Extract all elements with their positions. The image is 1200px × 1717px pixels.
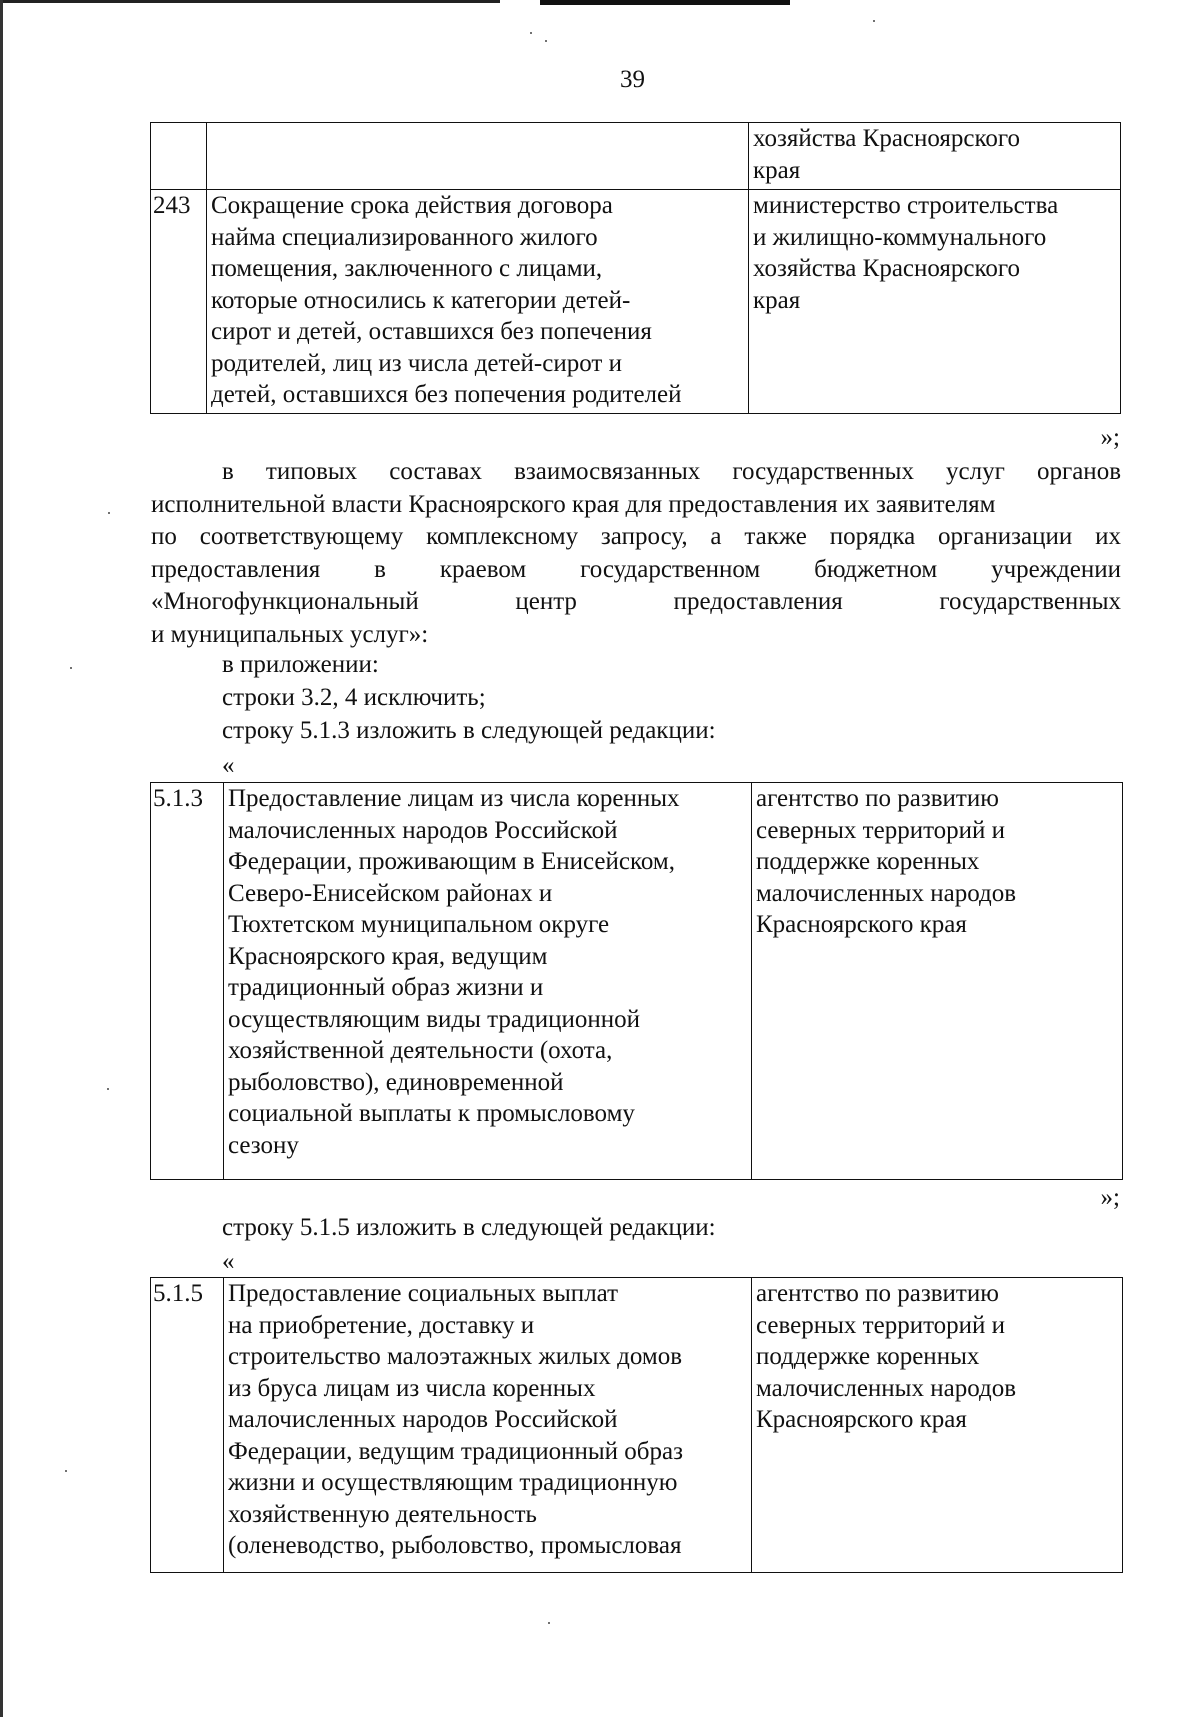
scan-speck xyxy=(548,1622,550,1624)
amendment-paragraph xyxy=(151,456,1121,651)
cell-text-line: Северо-Енисейском районах и xyxy=(228,879,553,907)
scan-artifact-top-right xyxy=(540,0,790,5)
page-number: 39 xyxy=(620,66,645,93)
paragraph-line: по соответствующему комплексному запросу, а также порядка организации их xyxy=(151,523,1121,550)
service-cell xyxy=(224,1278,752,1573)
cell-text-line: традиционный образ жизни и xyxy=(228,974,544,1001)
service-cell xyxy=(207,123,749,190)
row-number-cell: 5.1.5 xyxy=(151,1278,224,1573)
cell-text-line: Тюхтетском муниципальном округе xyxy=(228,911,610,938)
cell-text-line: малочисленных народов xyxy=(756,879,1016,907)
cell-text-line: Федерации, ведущим традиционный образ xyxy=(228,1437,683,1465)
paragraph-line: в типовых составах взаимосвязанных государственных услуг органов xyxy=(222,458,1121,485)
closing-quote: »; xyxy=(1100,424,1120,451)
cell-text-line: сезону xyxy=(228,1131,299,1159)
row-number-cell xyxy=(151,123,207,190)
scan-speck xyxy=(873,20,875,22)
instruction-edit-515: строку 5.1.5 изложить в следующей редакции: xyxy=(222,1214,716,1241)
authority-cell xyxy=(752,783,1123,1180)
cell-text-line: Предоставление социальных выплат xyxy=(228,1280,619,1307)
cell-text-line: родителей, лиц из числа детей-сирот и xyxy=(211,349,622,377)
service-cell xyxy=(207,190,749,414)
cell-text-line: (оленеводство, рыболовство, промысловая xyxy=(228,1532,682,1559)
table-row xyxy=(151,783,1123,1180)
cell-text-line: поддержке коренных xyxy=(756,848,980,875)
cell-text-line: северных территорий и xyxy=(756,1311,1006,1339)
cell-text-line: и жилищно-коммунального xyxy=(753,223,1047,251)
paragraph-line: исполнительной власти Красноярского края для предоставления их заявителям xyxy=(151,490,996,518)
opening-quote: « xyxy=(222,1248,235,1275)
row-number-cell: 5.1.3 xyxy=(151,783,224,1180)
cell-text-line: рыболовство), единовременной xyxy=(228,1068,564,1096)
scan-speck xyxy=(530,32,532,34)
cell-text-line: хозяйства Красноярского xyxy=(753,255,1021,282)
instruction-edit-513: строку 5.1.3 изложить в следующей редакции: xyxy=(222,717,716,744)
service-cell xyxy=(224,783,752,1180)
cell-text-line: жизни и осуществляющим традиционную xyxy=(228,1469,678,1496)
cell-text-line: малочисленных народов xyxy=(756,1374,1016,1402)
cell-text-line: сирот и детей, оставшихся без попечения xyxy=(211,318,652,345)
instruction-appendix: в приложении: xyxy=(222,651,379,678)
paragraph-line: предоставления в краевом государственном бюджетном учреждении xyxy=(151,555,1121,583)
scan-speck xyxy=(545,40,547,42)
cell-text-line: на приобретение, доставку и xyxy=(228,1311,535,1339)
cell-text-line: из бруса лицам из числа коренных xyxy=(228,1374,596,1402)
cell-text-line: малочисленных народов Российской xyxy=(228,1406,618,1433)
paragraph-line: и муниципальных услуг»: xyxy=(151,620,429,648)
cell-text-line: детей, оставшихся без попечения родителей xyxy=(211,381,682,408)
cell-text-line: Предоставление лицам из числа коренных xyxy=(228,785,680,812)
scan-speck xyxy=(108,512,110,514)
cell-text-line: социальной выплаты к промысловому xyxy=(228,1100,635,1127)
cell-text-line: хозяйства Красноярского xyxy=(753,125,1021,152)
authority-cell xyxy=(749,190,1121,414)
cell-text-line: Красноярского края, ведущим xyxy=(228,942,548,970)
cell-text-line: найма специализированного жилого xyxy=(211,223,598,251)
services-table-513 xyxy=(150,782,1123,1180)
services-table-515 xyxy=(150,1277,1123,1573)
table-row xyxy=(151,123,1121,190)
services-table-243 xyxy=(150,122,1121,414)
cell-text-line: помещения, заключенного с лицами, xyxy=(211,255,603,282)
authority-cell xyxy=(752,1278,1123,1573)
scan-artifact-top-left xyxy=(0,0,500,3)
cell-text-line: края xyxy=(753,156,801,184)
closing-quote: »; xyxy=(1100,1184,1120,1211)
cell-text-line: края xyxy=(753,286,801,314)
scan-speck xyxy=(65,1470,67,1472)
paragraph-line: «Многофункциональный центр предоставления государственных xyxy=(151,588,1121,615)
instruction-exclude-rows: строки 3.2, 4 исключить; xyxy=(222,684,486,711)
row-number-cell: 243 xyxy=(151,190,207,414)
cell-text-line: агентство по развитию xyxy=(756,1280,999,1307)
cell-text-line: Красноярского края xyxy=(756,911,967,938)
cell-text-line: поддержке коренных xyxy=(756,1343,980,1370)
scan-speck xyxy=(70,667,72,669)
cell-text-line: строительство малоэтажных жилых домов xyxy=(228,1343,683,1370)
cell-text-line: Сокращение срока действия договора xyxy=(211,192,613,219)
table-row xyxy=(151,1278,1123,1573)
scan-speck xyxy=(107,1088,109,1090)
cell-text-line: министерство строительства xyxy=(753,192,1059,219)
cell-text-line: осуществляющим виды традиционной xyxy=(228,1005,640,1033)
opening-quote: « xyxy=(222,752,235,779)
cell-text-line: северных территорий и xyxy=(756,816,1006,844)
authority-cell xyxy=(749,123,1121,190)
cell-text-line: которые относились к категории детей- xyxy=(211,286,631,314)
cell-text-line: малочисленных народов Российской xyxy=(228,816,618,844)
cell-text-line: агентство по развитию xyxy=(756,785,999,812)
cell-text-line: Федерации, проживающим в Енисейском, xyxy=(228,848,675,875)
cell-text-line: Красноярского края xyxy=(756,1406,967,1433)
cell-text-line: хозяйственной деятельности (охота, xyxy=(228,1037,613,1064)
cell-text-line: хозяйственную деятельность xyxy=(228,1500,537,1528)
table-row xyxy=(151,190,1121,414)
scan-artifact-left-edge xyxy=(0,0,3,1717)
